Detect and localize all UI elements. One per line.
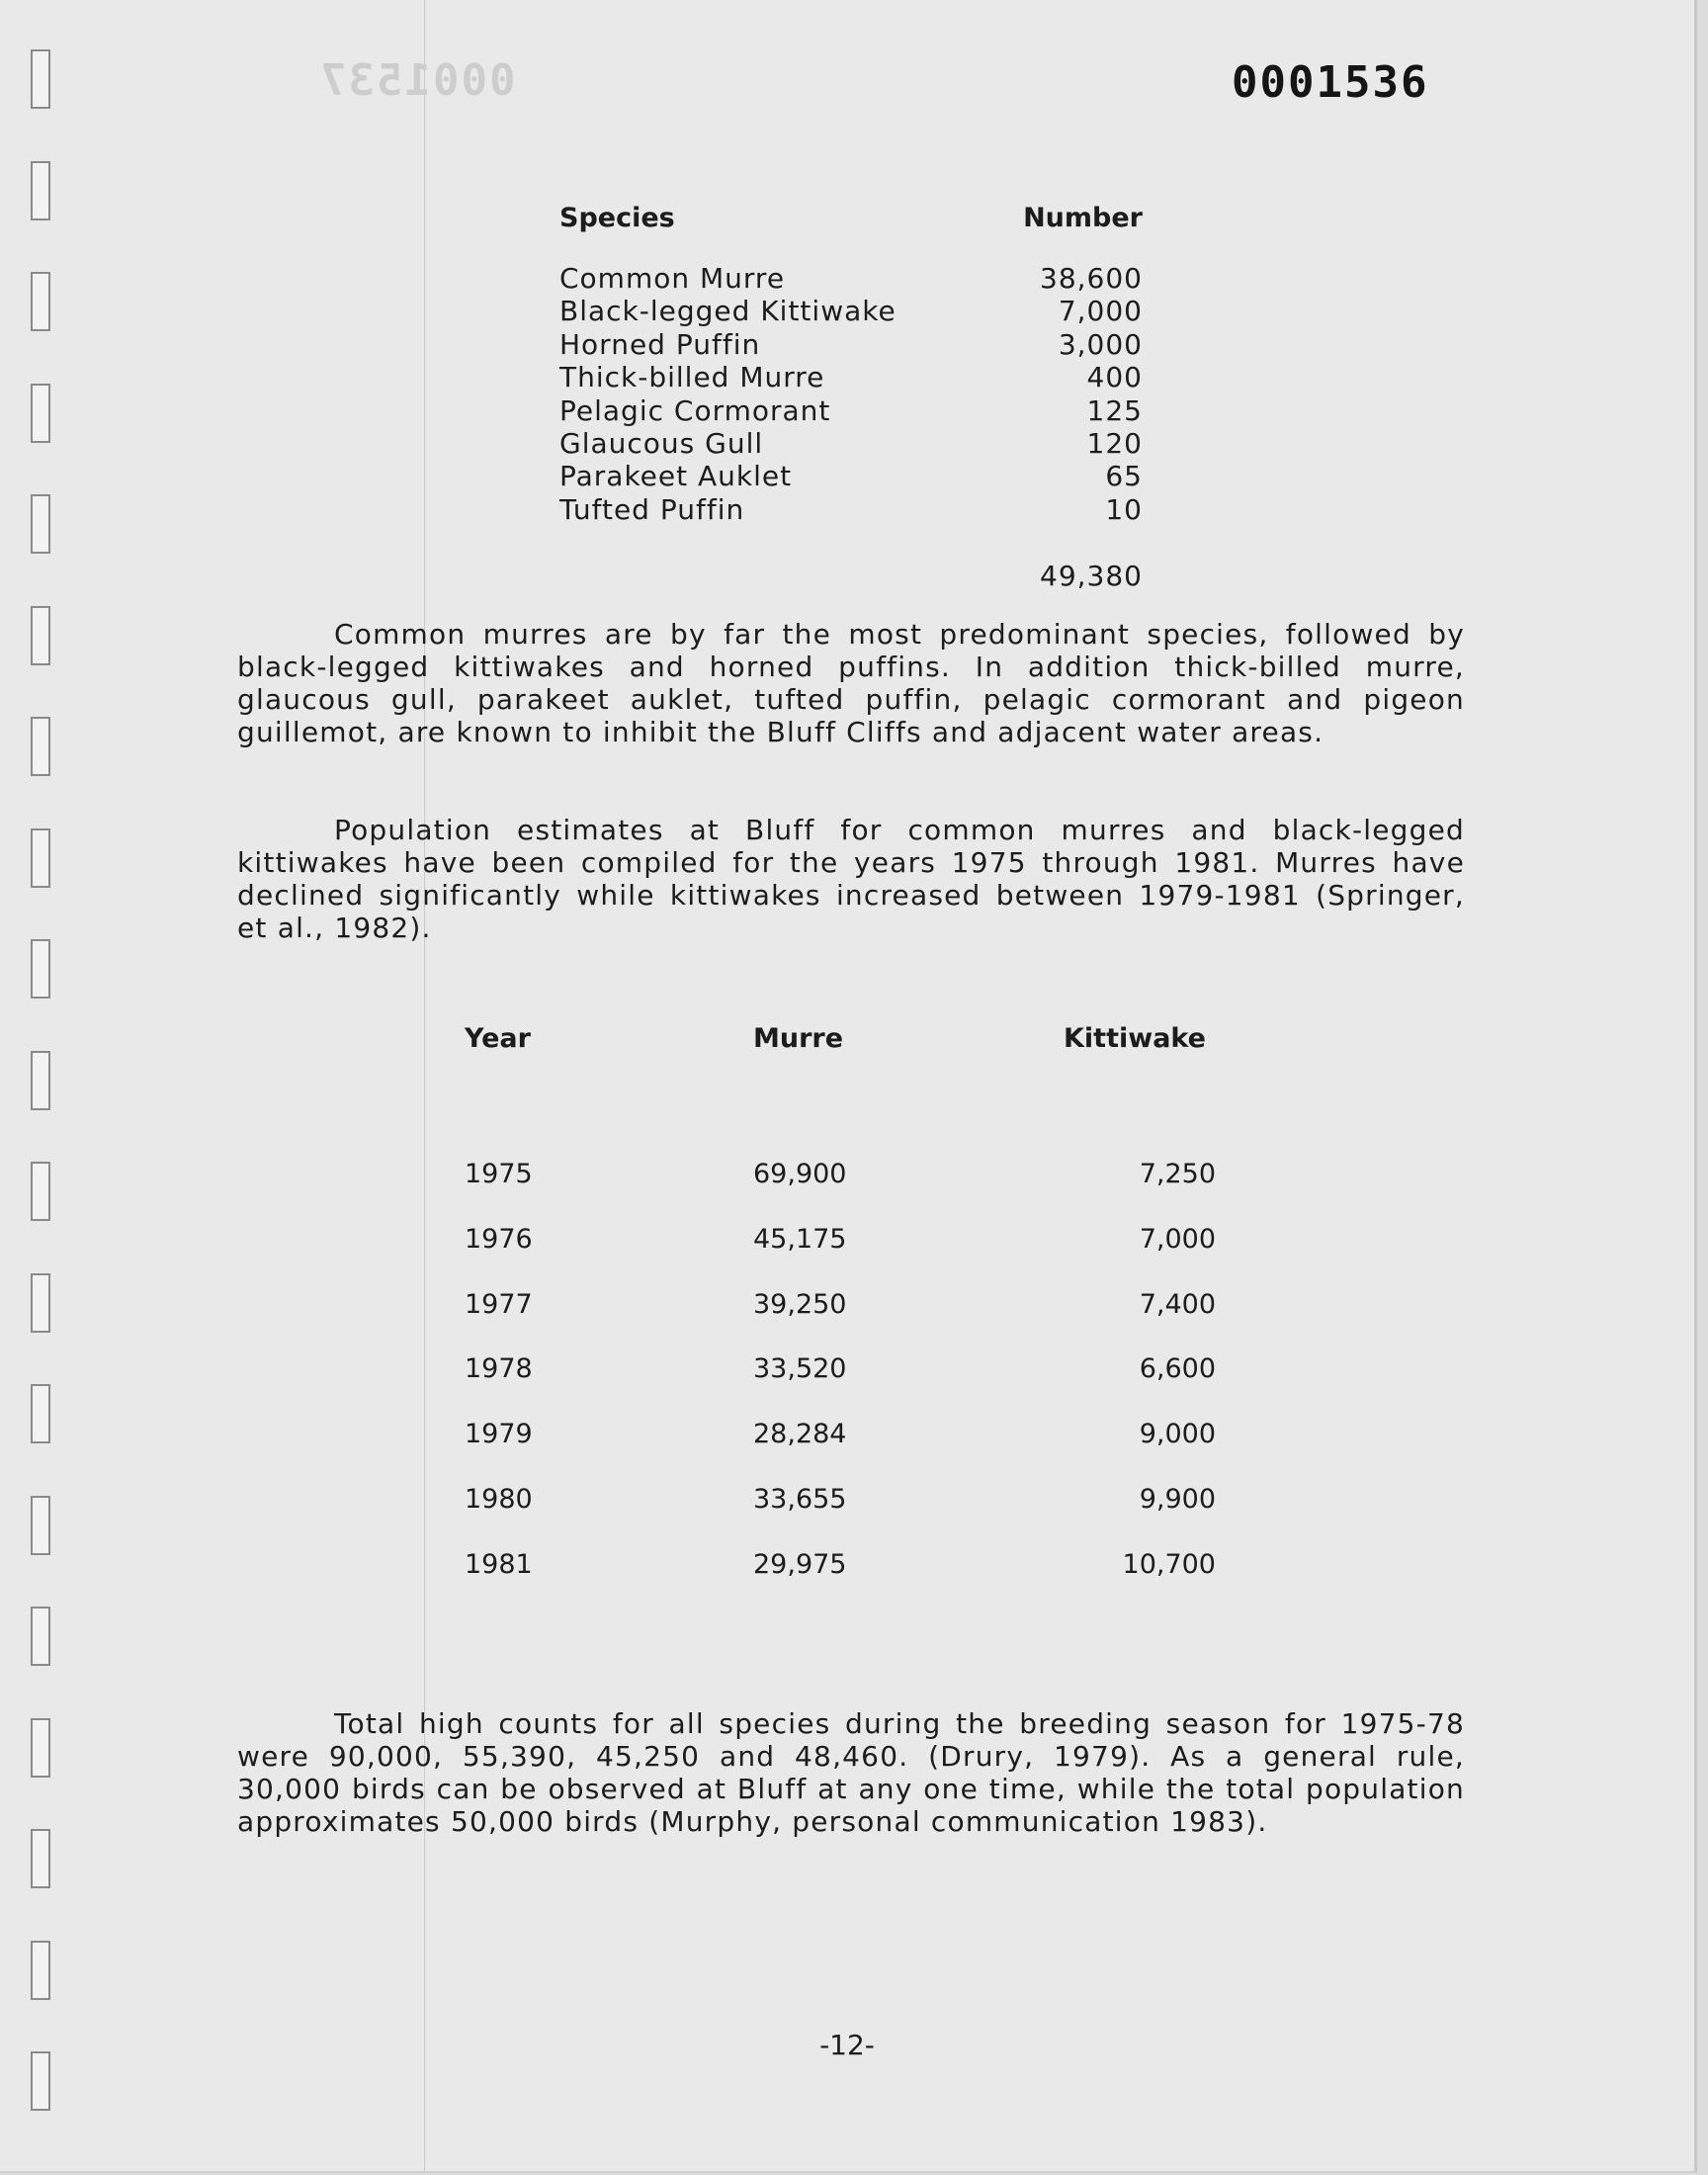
table-row bbox=[559, 328, 1143, 361]
punch-hole bbox=[31, 1273, 50, 1333]
population-table bbox=[465, 1023, 1216, 1610]
species-name: Parakeet Auklet bbox=[559, 460, 793, 493]
species-total: 49,380 bbox=[1040, 560, 1143, 593]
species-name: Tufted Puffin bbox=[559, 492, 745, 526]
punch-hole bbox=[31, 1162, 50, 1221]
table-row bbox=[465, 1285, 1216, 1350]
page-number: -12- bbox=[819, 2029, 875, 2061]
year-cell: 1976 bbox=[465, 1223, 533, 1255]
kittiwake-header: Kittiwake bbox=[1064, 1023, 1206, 1054]
bleed-through-stamp: 0001537 bbox=[318, 55, 516, 106]
species-count: 120 bbox=[1086, 426, 1143, 460]
punch-hole bbox=[31, 1496, 50, 1555]
species-table bbox=[559, 203, 1143, 592]
table-row bbox=[465, 1545, 1216, 1610]
species-count: 3,000 bbox=[1058, 327, 1143, 361]
table-row bbox=[465, 1220, 1216, 1285]
murre-cell: 39,250 bbox=[753, 1288, 847, 1320]
paragraph-total-counts: Total high counts for all species during the breeding season for 1975-78 were 90,000, 55,390, 45,250 and 48,460. (Drury, 1979). As a general rule, 30,000 birds can be observed at Bluff at any one time, while the total population approximates 50,000 birds (Murphy, personal communication 1983). bbox=[237, 1707, 1465, 1838]
table-row bbox=[465, 1155, 1216, 1220]
punch-hole bbox=[31, 161, 50, 220]
species-name: Black-legged Kittiwake bbox=[559, 295, 897, 328]
species-name: Pelagic Cormorant bbox=[559, 393, 831, 427]
kittiwake-cell: 10,700 bbox=[1122, 1548, 1216, 1580]
kittiwake-cell: 9,000 bbox=[1139, 1419, 1216, 1450]
punch-hole bbox=[31, 1829, 50, 1888]
paragraph-population-estimates: Population estimates at Bluff for common murres and black-legged kittiwakes have been compiled for the years 1975 through 1981. Murres have declined significantly while kittiwakes increased between 1979-1981 (Springer, et al., 1982). bbox=[237, 814, 1465, 944]
kittiwake-cell: 6,600 bbox=[1139, 1353, 1216, 1385]
year-cell: 1980 bbox=[465, 1483, 533, 1515]
population-table-header bbox=[465, 1023, 1216, 1155]
species-count: 400 bbox=[1086, 361, 1143, 394]
kittiwake-cell: 7,400 bbox=[1139, 1288, 1216, 1320]
species-count: 38,600 bbox=[1040, 262, 1143, 295]
table-row bbox=[465, 1480, 1216, 1545]
punch-hole bbox=[31, 49, 50, 109]
year-cell: 1979 bbox=[465, 1419, 533, 1450]
murre-header: Murre bbox=[753, 1023, 844, 1054]
punch-hole bbox=[31, 1051, 50, 1110]
punch-hole bbox=[31, 272, 50, 331]
species-count: 65 bbox=[1105, 460, 1143, 493]
table-row bbox=[559, 394, 1143, 427]
scan-fold-line bbox=[424, 0, 425, 2171]
murre-cell: 69,900 bbox=[753, 1159, 847, 1189]
species-header: Species bbox=[559, 203, 675, 233]
murre-cell: 45,175 bbox=[753, 1223, 847, 1255]
punch-hole bbox=[31, 1941, 50, 2000]
species-name: Common Murre bbox=[559, 262, 786, 295]
kittiwake-cell: 7,000 bbox=[1139, 1223, 1216, 1255]
species-count: 7,000 bbox=[1058, 295, 1143, 328]
murre-cell: 28,284 bbox=[753, 1419, 847, 1450]
murre-cell: 33,520 bbox=[753, 1353, 847, 1385]
table-row bbox=[559, 460, 1143, 492]
year-cell: 1981 bbox=[465, 1548, 533, 1580]
table-row bbox=[465, 1349, 1216, 1415]
kittiwake-cell: 9,900 bbox=[1139, 1483, 1216, 1515]
table-row bbox=[559, 262, 1143, 295]
table-row bbox=[559, 361, 1143, 393]
punch-hole bbox=[31, 939, 50, 999]
punch-hole bbox=[31, 1607, 50, 1666]
year-cell: 1978 bbox=[465, 1353, 533, 1385]
kittiwake-cell: 7,250 bbox=[1139, 1159, 1216, 1189]
paragraph-species-summary: Common murres are by far the most predominant species, followed by black-legged kittiwakes and horned puffins. In addition thick-billed murre, glaucous gull, parakeet auklet, tufted puffin, pelagic cormorant and pigeon guillemot, are known to inhibit the Bluff Cliffs and adjacent water areas. bbox=[237, 618, 1465, 748]
table-row bbox=[559, 295, 1143, 327]
punch-hole bbox=[31, 494, 50, 554]
document-id-stamp: 0001536 bbox=[1232, 57, 1429, 108]
murre-cell: 33,655 bbox=[753, 1483, 847, 1515]
punch-hole bbox=[31, 384, 50, 443]
table-row bbox=[559, 493, 1143, 526]
table-row bbox=[465, 1415, 1216, 1480]
punch-hole bbox=[31, 1384, 50, 1443]
year-cell: 1975 bbox=[465, 1159, 533, 1189]
species-name: Thick-billed Murre bbox=[559, 361, 825, 394]
species-table-header bbox=[559, 203, 1143, 262]
year-header: Year bbox=[465, 1023, 531, 1054]
punch-hole bbox=[31, 828, 50, 888]
species-count: 10 bbox=[1105, 492, 1143, 526]
year-cell: 1977 bbox=[465, 1288, 533, 1320]
table-row bbox=[559, 427, 1143, 460]
murre-cell: 29,975 bbox=[753, 1548, 847, 1580]
species-count: 125 bbox=[1086, 393, 1143, 427]
species-name: Horned Puffin bbox=[559, 327, 761, 361]
punch-hole bbox=[31, 717, 50, 776]
number-header: Number bbox=[1023, 203, 1143, 233]
species-name: Glaucous Gull bbox=[559, 426, 764, 460]
punch-hole bbox=[31, 1718, 50, 1778]
punch-hole bbox=[31, 606, 50, 665]
